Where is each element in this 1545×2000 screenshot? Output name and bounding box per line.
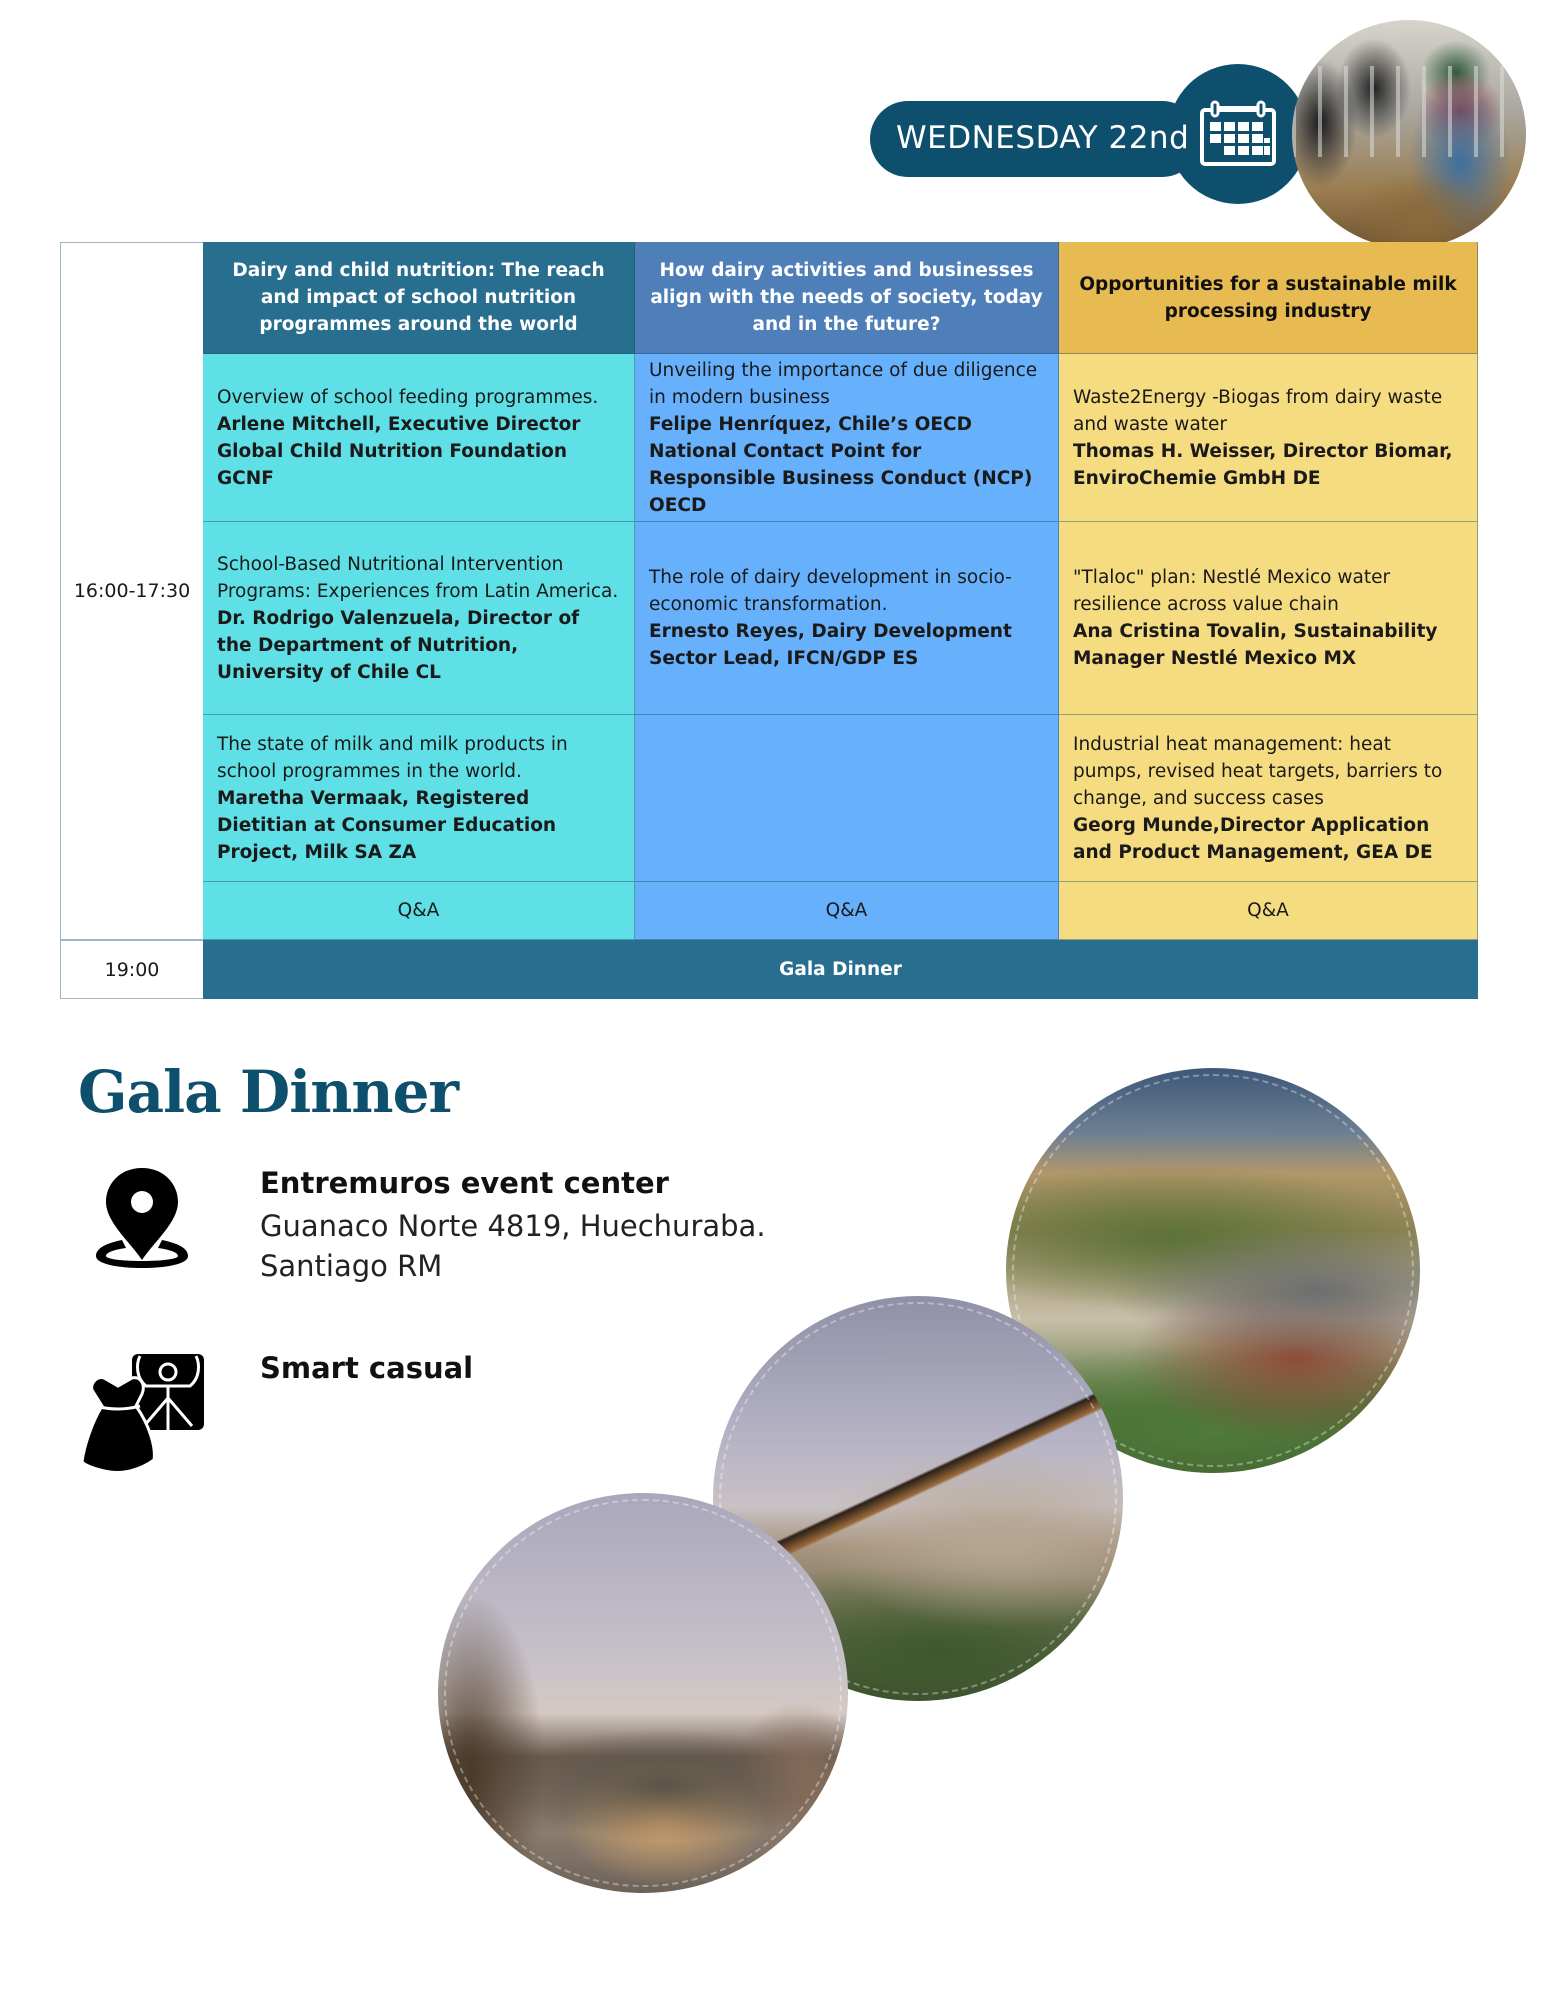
qa-cell: Q&A bbox=[1059, 882, 1478, 940]
session-cell bbox=[203, 522, 635, 715]
speaker: Maretha Vermaak, Registered Dietitian at Consumer Education Project, Milk SA ZA bbox=[217, 787, 557, 863]
gala-section-title: Gala Dinner bbox=[78, 1058, 459, 1126]
day-label: WEDNESDAY 22nd bbox=[896, 120, 1190, 156]
track-title: How dairy activities and businesses align with the needs of society, today and in the future? bbox=[635, 242, 1059, 354]
talk-title: The state of milk and milk products in school programmes in the world. bbox=[217, 733, 568, 782]
location-pin-icon bbox=[92, 1166, 192, 1270]
gala-time: 19:00 bbox=[60, 940, 203, 999]
calendar-icon bbox=[1198, 100, 1278, 168]
talk-title: Industrial heat management: heat pumps, revised heat targets, barriers to change, and success cases bbox=[1073, 733, 1443, 809]
talk-title: Unveiling the importance of due diligence in modern business bbox=[649, 359, 1038, 408]
session-cell bbox=[635, 354, 1059, 522]
talk-title: "Tlaloc" plan: Nestlé Mexico water resilience across value chain bbox=[1073, 567, 1391, 615]
speaker: Ernesto Reyes, Dairy Development Sector Lead, IFCN/GDP ES bbox=[649, 621, 1012, 669]
track-title: Dairy and child nutrition: The reach and impact of school nutrition programmes around the world bbox=[203, 242, 635, 354]
session-cell bbox=[1059, 522, 1478, 715]
talk-title: The role of dairy development in socio-economic transformation. bbox=[649, 567, 1012, 615]
speaker: Georg Munde,Director Application and Product Management, GEA DE bbox=[1073, 814, 1433, 863]
talk-title: Waste2Energy -Biogas from dairy waste and waste water bbox=[1073, 386, 1443, 435]
session-cell bbox=[635, 522, 1059, 715]
floral-border-decoration bbox=[444, 1499, 842, 1887]
venue-entrance-photo bbox=[438, 1493, 848, 1893]
speaker: Felipe Henríquez, Chile’s OECD National Contact Point for Responsible Business Conduct (NCP) OECD bbox=[649, 413, 1033, 516]
speaker: Dr. Rodrigo Valenzuela, Director of the Department of Nutrition, University of Chile CL bbox=[217, 607, 580, 683]
session-cell bbox=[1059, 354, 1478, 522]
gala-dinner-row: Gala Dinner bbox=[203, 940, 1478, 999]
address-line-1: Guanaco Norte 4819, Huechuraba. bbox=[260, 1209, 766, 1243]
session-cell-empty bbox=[635, 715, 1059, 882]
qa-cell: Q&A bbox=[635, 882, 1059, 940]
barn-rails-decoration bbox=[1292, 66, 1526, 157]
talk-title: Overview of school feeding programmes. bbox=[217, 386, 599, 408]
speaker: Thomas H. Weisser, Director Biomar, EnviroChemie GmbH DE bbox=[1073, 440, 1453, 489]
address-line-2: Santiago RM bbox=[260, 1249, 443, 1283]
dress-code: Smart casual bbox=[260, 1351, 474, 1385]
speaker: Arlene Mitchell, Executive Director Global Child Nutrition Foundation GCNF bbox=[217, 413, 581, 489]
time-slot: 16:00-17:30 bbox=[60, 242, 203, 940]
talk-title: School-Based Nutritional Intervention Programs: Experiences from Latin America. bbox=[217, 553, 619, 602]
dress-and-suit-icon bbox=[80, 1352, 205, 1474]
farmer-feeding-cows-photo bbox=[1292, 20, 1526, 248]
session-cell bbox=[203, 354, 635, 522]
session-cell bbox=[1059, 715, 1478, 882]
track-title: Opportunities for a sustainable milk processing industry bbox=[1059, 242, 1478, 354]
venue-name: Entremuros event center bbox=[260, 1166, 669, 1200]
venue-address bbox=[260, 1206, 780, 1286]
speaker: Ana Cristina Tovalin, Sustainability Manager Nestlé Mexico MX bbox=[1073, 621, 1438, 669]
session-cell bbox=[203, 715, 635, 882]
qa-cell: Q&A bbox=[203, 882, 635, 940]
